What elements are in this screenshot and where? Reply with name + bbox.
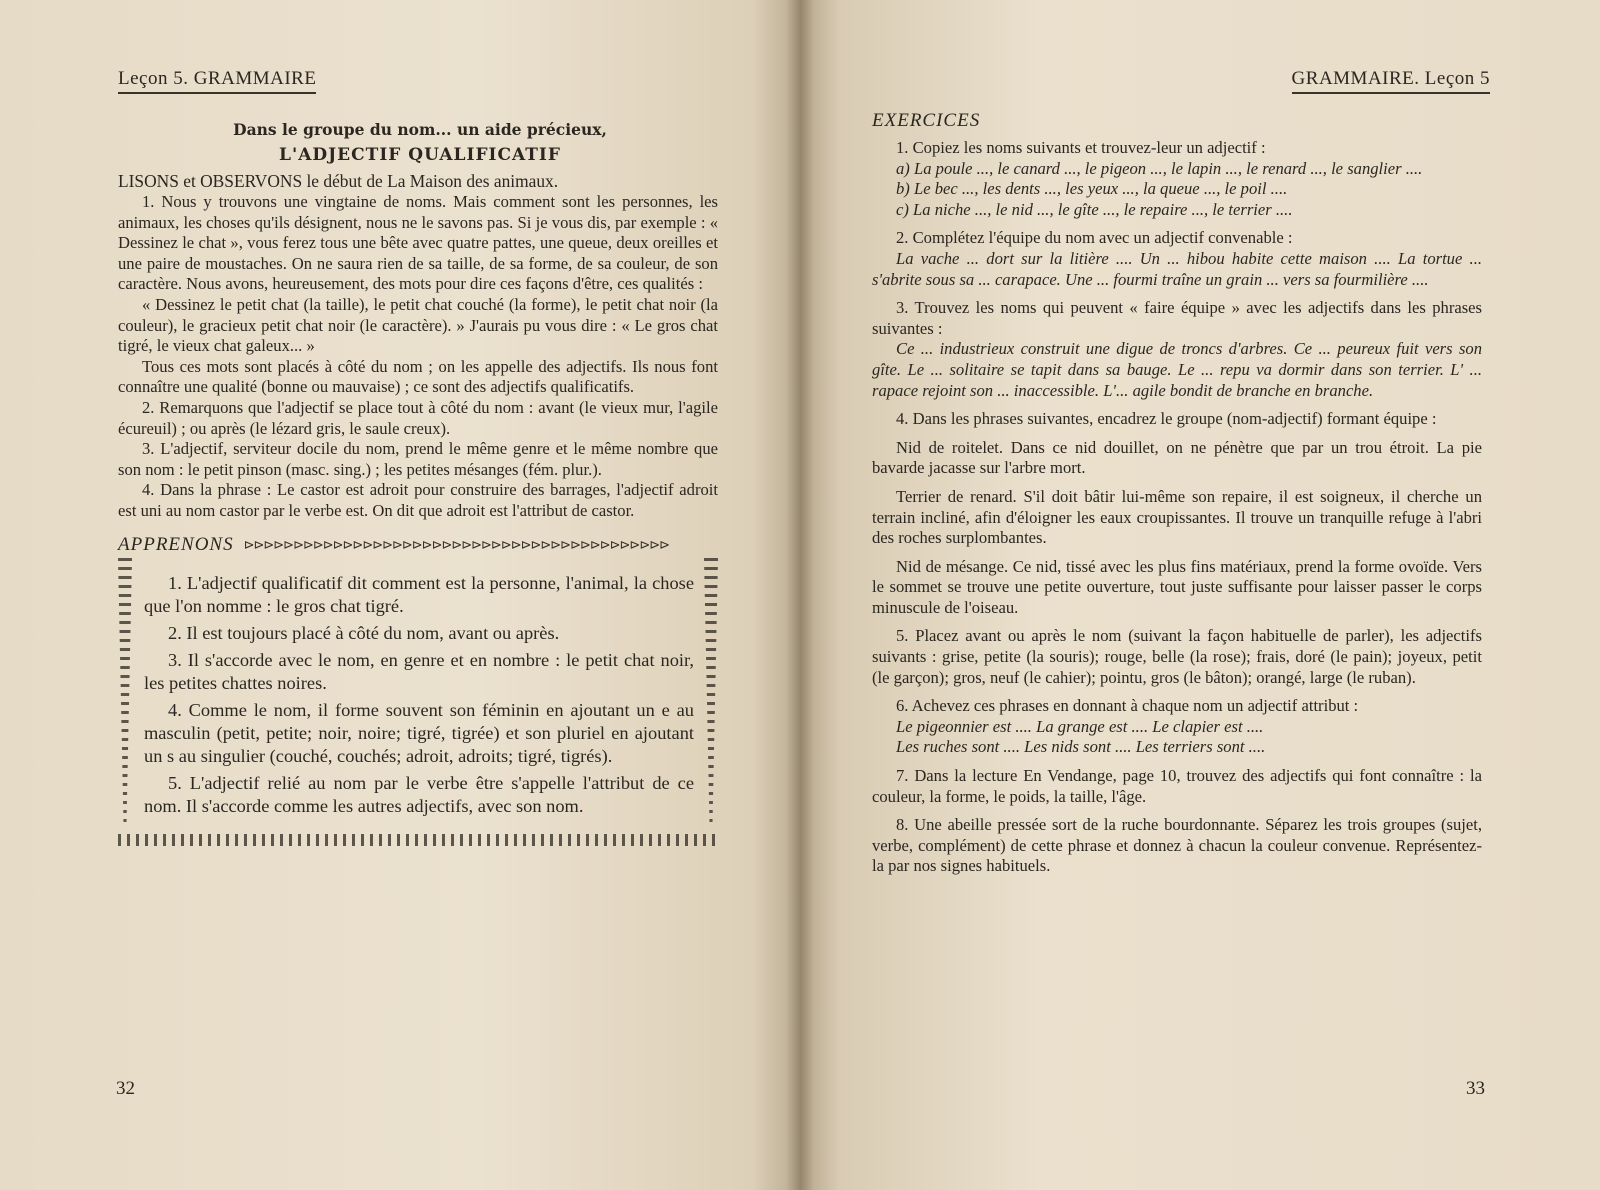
exercise-7: 7. Dans la lecture En Vendange, page 10, trouvez des adjectifs qui font connaître : la couleur, la forme, le poids, la taille, l'âge. [872, 766, 1482, 806]
exercise-1b: b) Le bec ..., les dents ..., les yeux ..., la queue ..., le poil .... [896, 179, 1288, 199]
paragraph-2: « Dessinez le petit chat (la taille), le petit chat couché (la forme), le petit chat noir (la couleur), le gracieux petit chat noir (le caractère). » J'aurais pu vous dire : « Le gros chat tigré, le vieux chat galeux... » [118, 294, 718, 356]
exercices-title: EXERCICES [872, 110, 981, 131]
paragraph-5: 3. L'adjectif, serviteur docile du nom, prend le même genre et le même nombre que son nom : le petit pinson (masc. sing.) ; les petites mésanges (fém. plur.). [118, 439, 718, 479]
exercise-1c: c) La niche ..., le nid ..., le gîte ..., le repaire ..., le terrier .... [896, 199, 1293, 219]
paragraph-3: Tous ces mots sont placés à côté du nom ; on les appelle des adjectifs. Ils nous font connaître une qualité (bonne ou mauvaise) ; ce sont des adjectifs qualificatifs. [118, 356, 718, 397]
exercise-2-text: La vache ... dort sur la litière .... Un ... hibou habite cette maison .... La tortue ... s'abrite sous sa ... carapace. Une ... fourmi traîne un grain ... vers sa fourmilière .... [872, 248, 1482, 289]
apprenons-box [118, 558, 718, 828]
rule-2: 2. Il est toujours placé à côté du nom, avant ou après. [168, 622, 560, 643]
page-number-left: 32 [116, 1078, 135, 1099]
arrow-border-right [704, 558, 718, 828]
lesson-body [118, 192, 718, 522]
rule-3: 3. Il s'accorde avec le nom, en genre et en nombre : le petit chat noir, les petites chattes noires. [144, 649, 694, 693]
exercise-8: 8. Une abeille pressée sort de la ruche bourdonnante. Séparez les trois groupes (sujet, verbe, complément) de cette phrase et donnez à chacun la couleur convenue. Représentez-la par nos signes habituels. [872, 815, 1482, 876]
exercise-5: 5. Placez avant ou après le nom (suivant la façon habituelle de parler), les adjectifs suivants : grise, petite (la souris); rouge, belle (la rose); frais, doré (le pain); joyeux, petit (le garçon); gros, neuf (le cahier); pointu, gros (le bâton); orangé, large (le ruban). [872, 626, 1482, 687]
apprenons-header [118, 534, 718, 556]
right-page [800, 0, 1600, 1190]
arrow-border-left [118, 558, 132, 828]
apprenons-title: APPRENONS [118, 533, 234, 555]
running-head-left: Leçon 5. GRAMMAIRE [118, 68, 316, 94]
rule-4: 4. Comme le nom, il forme souvent son féminin en ajoutant un e au masculin (petit, petite; noir, noire; tigré, tigrée) et son pluriel en ajoutant un s au singulier (couché, couchés; adroit, adroits; tigré, tigrés). [144, 699, 694, 766]
paragraph-4: 2. Remarquons que l'adjectif se place tout à côté du nom : avant (le vieux mur, l'agile écureuil) ; ou après (le lézard gris, le saule creux). [118, 397, 718, 438]
exercise-2: 2. Complétez l'équipe du nom avec un adjectif convenable : [896, 228, 1293, 248]
lesson-subtitle: Dans le groupe du nom... un aide précieux, [233, 120, 607, 139]
page-number-right: 33 [1466, 1078, 1485, 1099]
paragraph-6: 4. Dans la phrase : Le castor est adroit pour construire des barrages, l'adjectif adroit est uni au nom castor par le verbe est. On dit que adroit est l'attribut de castor. [118, 480, 718, 520]
exercise-3: 3. Trouvez les noms qui peuvent « faire équipe » avec les adjectifs dans les phrases suivantes : [872, 298, 1482, 338]
exercises-list [872, 138, 1482, 877]
arrow-border-top: ⊳⊳⊳⊳⊳⊳⊳⊳⊳⊳⊳⊳⊳⊳⊳⊳⊳⊳⊳⊳⊳⊳⊳⊳⊳⊳⊳⊳⊳⊳⊳⊳⊳⊳⊳⊳⊳⊳⊳⊳⊳⊳⊳ [243, 536, 669, 552]
exercise-6: 6. Achevez ces phrases en donnant à chaque nom un adjectif attribut : [896, 696, 1359, 716]
running-head-right: GRAMMAIRE. Leçon 5 [1292, 68, 1490, 94]
lesson-title: L'ADJECTIF QUALIFICATIF [279, 145, 561, 165]
exercise-6-line-2: Les ruches sont .... Les nids sont .... Les terriers sont .... [896, 737, 1266, 757]
arrow-border-bottom [118, 834, 718, 846]
running-head-right-wrap [872, 60, 1490, 94]
exercise-4: 4. Dans les phrases suivantes, encadrez le groupe (nom-adjectif) formant équipe : [896, 409, 1437, 429]
exercise-1: 1. Copiez les noms suivants et trouvez-leur un adjectif : [896, 138, 1266, 157]
paragraph-1: 1. Nous y trouvons une vingtaine de noms. Mais comment sont les personnes, les animaux, les choses qu'ils désignent, nous ne le savons pas. Si je vous dis, par exemple : « Dessinez le chat », vous ferez tous une bête avec quatre pattes, une queue, deux oreilles et une paire de moustaches. On ne saura rien de sa taille, de sa forme, de sa couleur, de son caractère. Nous avons, heureusement, des mots pour dire ces façons d'être, ces qualités : [118, 192, 718, 294]
exercise-3-text: Ce ... industrieux construit une digue de troncs d'arbres. Ce ... peureux fuit vers son gîte. Le ... solitaire se tapit dans sa bauge. Le ... repu va dormir dans son terrier. L' ... rapace rejoint son ... inaccessible. L'... agile bondit de branche en branche. [872, 339, 1482, 400]
rule-1: 1. L'adjectif qualificatif dit comment est la personne, l'animal, la chose que l'on nomme : le gros chat tigré. [144, 572, 694, 616]
exercise-4-roitelet: Nid de roitelet. Dans ce nid douillet, on ne pénètre que par un trou étroit. La pie bavarde jacasse sur l'arbre mort. [872, 437, 1482, 478]
exercise-4-mesange: Nid de mésange. Ce nid, tissé avec les plus fins matériaux, prend la forme ovoïde. Vers le sommet se trouve une petite ouverture, tout juste suffisante pour laisser passer le corps minuscule de l'oiseau. [872, 556, 1482, 617]
exercise-4-renard: Terrier de renard. S'il doit bâtir lui-même son repaire, il est soigneux, il cherche un terrain incliné, afin d'éloigner les eaux croupissantes. Il trouve un tranquille refuge à l'abri des roches surplombantes. [872, 486, 1482, 548]
exercise-6-line-1: Le pigeonnier est .... La grange est .... Le clapier est .... [896, 716, 1264, 736]
lisons-line: LISONS et OBSERVONS le début de La Maison des animaux. [118, 171, 559, 191]
rule-5: 5. L'adjectif relié au nom par le verbe être s'appelle l'attribut de ce nom. Il s'accorde comme les autres adjectifs, avec son nom. [144, 772, 694, 816]
exercise-1a: a) La poule ..., le canard ..., le pigeon ..., le lapin ..., le renard ..., le sanglier .... [896, 158, 1423, 178]
